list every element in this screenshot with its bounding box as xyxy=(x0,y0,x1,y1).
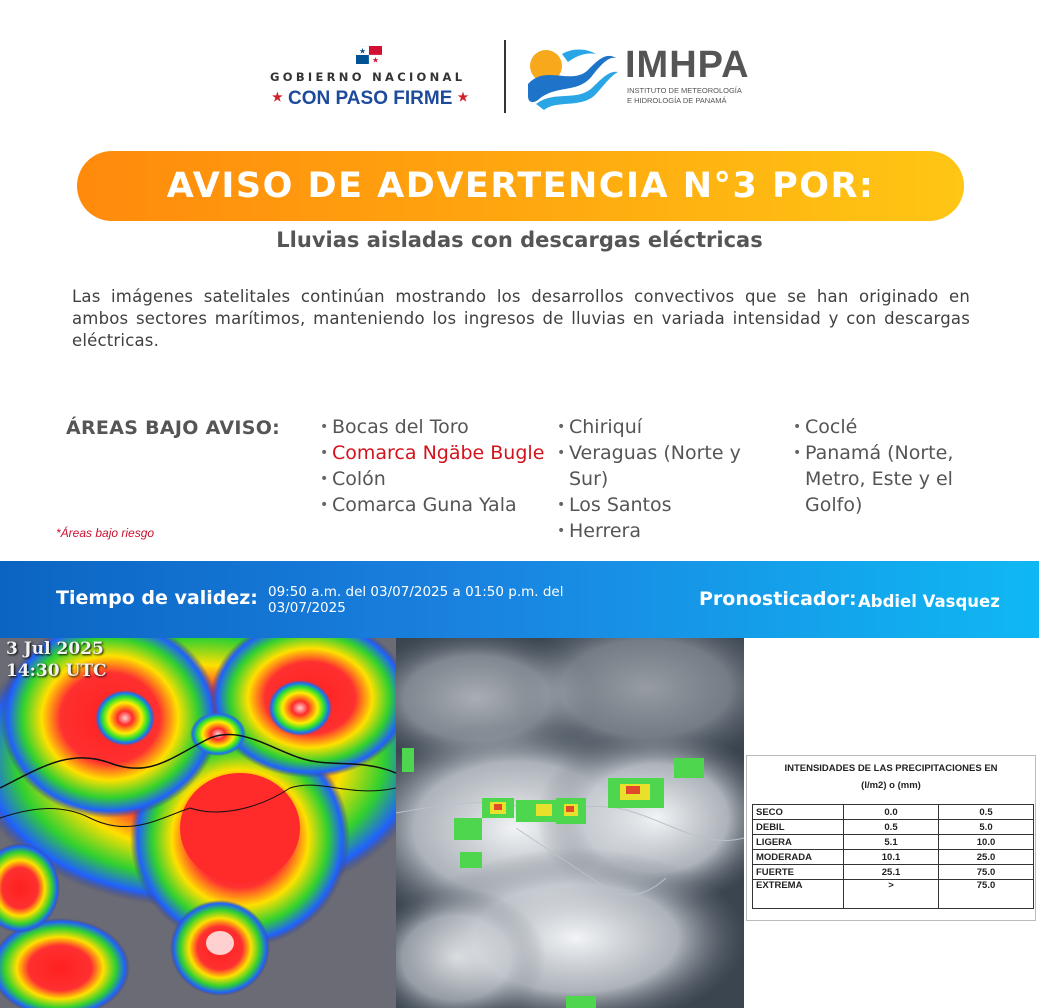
area-item xyxy=(320,440,550,466)
radar-timestamp xyxy=(6,638,107,682)
bullet-icon: • xyxy=(320,471,329,487)
intensity-category: DEBIL xyxy=(753,820,844,835)
intensity-category: SECO xyxy=(753,805,844,820)
bullet-icon: • xyxy=(557,419,566,435)
area-item xyxy=(793,440,993,518)
forecaster-label: Pronosticador: xyxy=(699,588,857,610)
imhpa-name: IMHPA xyxy=(625,44,750,86)
panama-flag-icon xyxy=(356,46,382,64)
intensity-row xyxy=(753,865,1034,880)
validity-label: Tiempo de validez: xyxy=(56,587,258,609)
intensity-max: 10.0 xyxy=(939,835,1034,850)
intensity-max: 25.0 xyxy=(939,850,1034,865)
radar-date: 3 Jul 2025 xyxy=(6,639,104,659)
warning-subtitle: Lluvias aisladas con descargas eléctricas xyxy=(276,228,763,252)
intensity-category: FUERTE xyxy=(753,865,844,880)
area-name: Panamá (Norte, Metro, Este y el Golfo) xyxy=(805,442,954,516)
intensity-category: LIGERA xyxy=(753,835,844,850)
imhpa-logo-icon xyxy=(526,44,618,110)
intensity-min: 25.1 xyxy=(844,865,939,880)
intensity-row xyxy=(753,880,1034,909)
area-item xyxy=(557,440,777,492)
intensity-title-line2: (l/m2) o (mm) xyxy=(861,780,921,791)
intensity-min: 5.1 xyxy=(844,835,939,850)
intensity-min: 0.5 xyxy=(844,820,939,835)
bullet-icon: • xyxy=(320,419,329,435)
bullet-icon: • xyxy=(793,419,802,435)
intensity-row xyxy=(753,835,1034,850)
visible-satellite-image xyxy=(396,638,744,1008)
area-item xyxy=(320,466,550,492)
warning-description: Las imágenes satelitales continúan mostrando los desarrollos convectivos que se han originado en ambos sectores marítimos, manteniendo los ingresos de lluvias en variada intensidad y con descargas eléctricas. xyxy=(72,287,970,350)
area-item xyxy=(557,492,777,518)
validity-value: 09:50 a.m. del 03/07/2025 a 01:50 p.m. del 03/07/2025 xyxy=(268,584,564,616)
intensity-min: > xyxy=(844,880,939,909)
area-item xyxy=(320,414,550,440)
star-icon: ★ xyxy=(272,90,283,104)
area-name: Colón xyxy=(332,468,386,490)
intensity-title-line1: INTENSIDADES DE LAS PRECIPITACIONES EN xyxy=(784,763,998,774)
area-item xyxy=(320,492,550,518)
intensity-min: 10.1 xyxy=(844,850,939,865)
gobierno-nacional-text: GOBIERNO NACIONAL xyxy=(270,70,466,84)
intensity-table-title xyxy=(747,760,1035,794)
area-name: Coclé xyxy=(805,416,858,438)
area-name: Comarca Ngäbe Bugle xyxy=(332,442,545,464)
areas-column-3 xyxy=(793,414,993,518)
con-paso-firme-text xyxy=(272,88,468,110)
intensity-row xyxy=(753,805,1034,820)
con-paso-firme-label: CON PASO FIRME xyxy=(288,88,453,109)
radar-time: 14:30 UTC xyxy=(6,661,107,681)
header-divider xyxy=(504,40,506,113)
bullet-icon: • xyxy=(557,445,566,461)
infrared-satellite-image xyxy=(0,638,396,1008)
intensity-max: 0.5 xyxy=(939,805,1034,820)
intensity-max: 5.0 xyxy=(939,820,1034,835)
area-name: Comarca Guna Yala xyxy=(332,494,517,516)
bullet-icon: • xyxy=(320,497,329,513)
intensity-category: MODERADA xyxy=(753,850,844,865)
warning-title: AVISO DE ADVERTENCIA N°3 POR: xyxy=(166,166,875,206)
area-item xyxy=(557,414,777,440)
area-name: Los Santos xyxy=(569,494,672,516)
bullet-icon: • xyxy=(557,497,566,513)
precipitation-intensity-table xyxy=(746,755,1036,921)
bullet-icon: • xyxy=(793,445,802,461)
areas-label: ÁREAS BAJO AVISO: xyxy=(66,417,281,439)
intensity-max: 75.0 xyxy=(939,865,1034,880)
areas-column-2 xyxy=(557,414,777,544)
intensity-grid xyxy=(752,804,1034,909)
area-name: Chiriquí xyxy=(569,416,643,438)
title-banner xyxy=(77,151,964,221)
areas-column-1 xyxy=(320,414,550,518)
star-icon: ★ xyxy=(457,90,469,104)
intensity-row xyxy=(753,820,1034,835)
area-name: Bocas del Toro xyxy=(332,416,469,438)
imhpa-subtitle-line1: INSTITUTO DE METEOROLOGÍA xyxy=(627,86,742,95)
area-name: Herrera xyxy=(569,520,641,542)
bullet-icon: • xyxy=(320,445,329,461)
area-item xyxy=(557,518,777,544)
forecaster-name: Abdiel Vasquez xyxy=(858,592,1000,611)
bullet-icon: • xyxy=(557,523,566,539)
area-item xyxy=(793,414,993,440)
intensity-min: 0.0 xyxy=(844,805,939,820)
intensity-category: EXTREMA xyxy=(753,880,844,909)
risk-note: *Áreas bajo riesgo xyxy=(56,526,155,540)
intensity-max: 75.0 xyxy=(939,880,1034,909)
imhpa-subtitle-line2: E HIDROLOGÍA DE PANAMÁ xyxy=(627,96,727,105)
intensity-row xyxy=(753,850,1034,865)
area-name: Veraguas (Norte y Sur) xyxy=(569,442,741,490)
